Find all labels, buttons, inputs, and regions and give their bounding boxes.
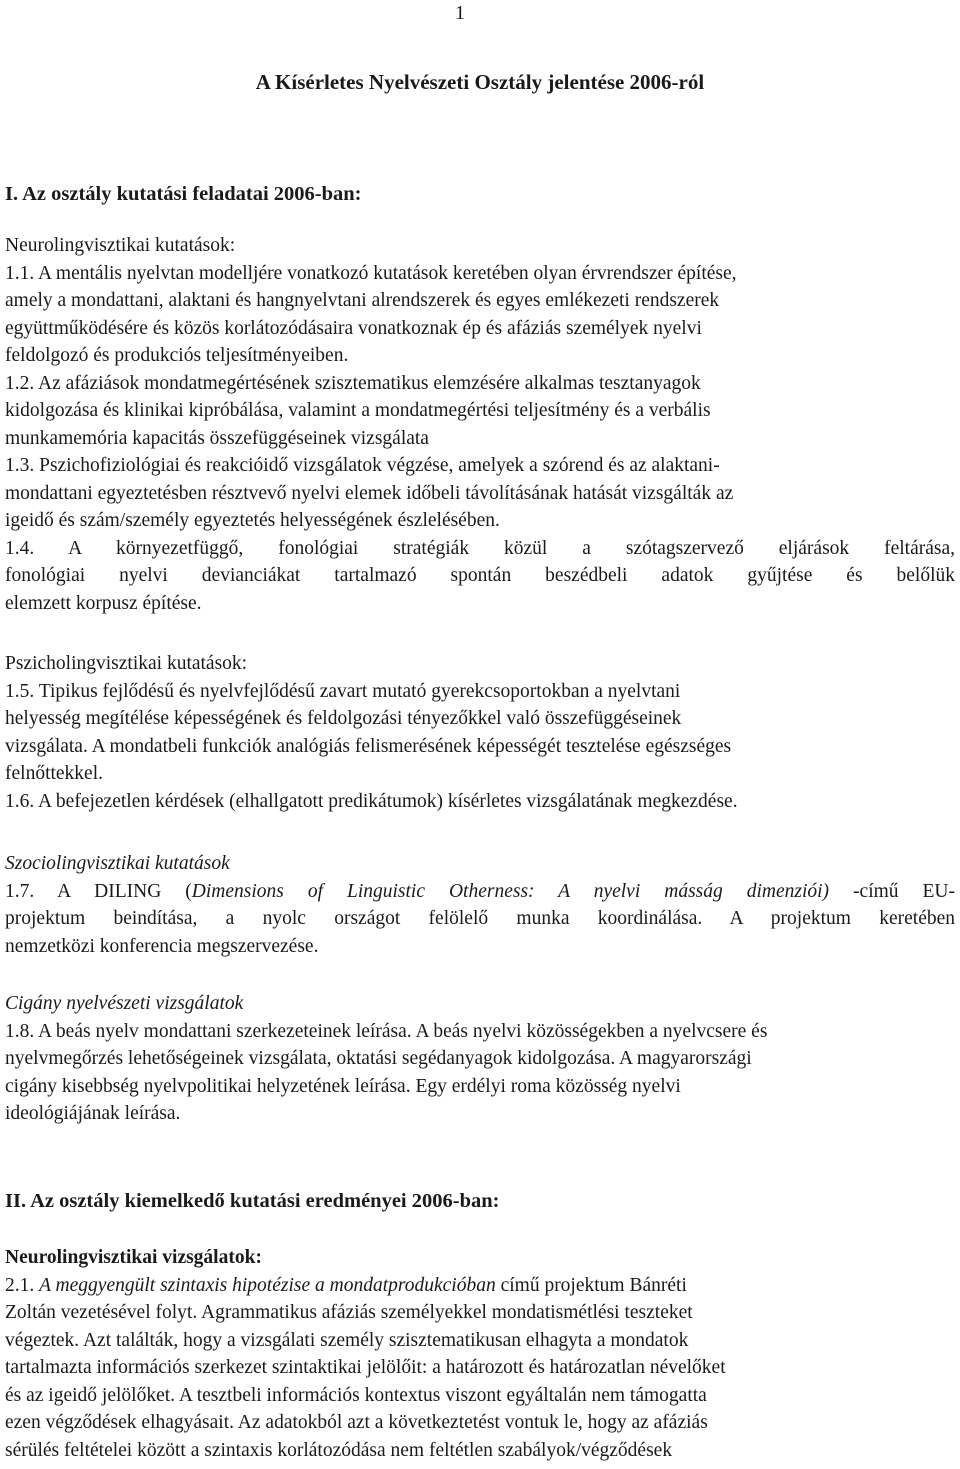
item-1-1 — [5, 260, 955, 370]
item-1-7-project-title: Dimensions of Linguistic Otherness: A nyelvi másság dimenziói) — [191, 880, 830, 902]
item-1-5-line: helyesség megítélése képességének és feldolgozási tényezőkkel való összefüggéseinek — [5, 708, 682, 729]
item-1-6: 1.6. A befejezetlen kérdések (elhallgatott predikátumok) kísérletes vizsgálatának megkezdése. — [5, 790, 738, 812]
item-2-1-line: tartalmazta információs szerkezet szintaktikai jelölőit: a határozott és határozatlan névelőket — [5, 1357, 726, 1378]
gypsy-research-heading: Cigány nyelvészeti vizsgálatok — [5, 993, 244, 1014]
psycho-research-block — [5, 650, 955, 815]
neuro-results-heading: Neurolingvisztikai vizsgálatok: — [5, 1247, 262, 1268]
item-1-5-line: felnőttekkel. — [5, 763, 104, 784]
item-1-8-line: cigány kisebbség nyelvpolitikai helyzetének leírása. Egy erdélyi roma közösség nyelvi — [5, 1075, 681, 1097]
item-1-7-line: projektum beindítása, a nyolc országot felölelő munka koordinálása. A projektum keretében — [5, 908, 955, 929]
item-1-4-line: elemzett korpusz építése. — [5, 592, 202, 614]
item-2-1-line: és az igeidő jelölőket. A tesztbeli információs kontextus viszont egyáltalán nem támogatta — [5, 1384, 707, 1406]
item-1-5-line: 1.5. Tipikus fejlődésű és nyelvfejlődésű zavart mutató gyerekcsoportokban a nyelvtani — [5, 680, 681, 702]
item-2-1-line: sérülés feltételei között a szintaxis korlátozódása nem feltétlen szabályok/végződések — [5, 1439, 673, 1461]
item-1-2-line: kidolgozása és klinikai kipróbálása, valamint a mondatmegértési teljesítmény és a verbális — [5, 400, 711, 421]
section-1 — [5, 180, 955, 208]
item-1-2 — [5, 370, 955, 453]
item-2-1-prefix: 2.1. — [5, 1274, 40, 1296]
item-2-1-line: Zoltán vezetésével folyt. Agrammatikus afáziás személyekkel mondatismétlési teszteket — [5, 1302, 693, 1323]
item-1-2-line: munkamemória kapacitás összefüggéseinek vizsgálata — [5, 427, 429, 449]
item-2-1-suffix: című projektum Bánréti — [495, 1274, 687, 1296]
item-1-3-line: mondattani egyeztetésben résztvevő nyelvi elemek időbeli távolításának hatását vizsgálták az — [5, 482, 734, 504]
item-1-1-line: együttműködésére és közös korlátozódásaira vonatkoznak ép és afáziás személyek nyelvi — [5, 317, 702, 339]
item-1-3 — [5, 452, 955, 535]
item-1-7-suffix: -című EU- — [829, 880, 955, 902]
neuro-results-block — [5, 1244, 955, 1464]
item-1-1-line: feldolgozó és produkciós teljesítményeiben. — [5, 345, 349, 366]
item-2-1-line: ezen végződések elhagyásait. Az adatokból azt a következtetést vontuk le, hogy az afáziás — [5, 1412, 708, 1433]
item-1-2-line: 1.2. Az afáziások mondatmegértésének szisztematikus elemzésére alkalmas tesztanyagok — [5, 372, 701, 394]
section-2-heading: II. Az osztály kiemelkedő kutatási eredményei 2006-ban: — [5, 1190, 500, 1212]
psycho-research-heading: Pszicholingvisztikai kutatások: — [5, 653, 248, 674]
item-1-7-first-line — [5, 878, 955, 906]
socio-research-heading: Szociolingvisztikai kutatások — [5, 853, 230, 874]
item-1-3-line: 1.3. Pszichofiziológiai és reakcióidő vizsgálatok végzése, amelyek a szórend és az alaktani- — [5, 455, 720, 476]
item-1-3-line: igeidő és szám/személy egyeztetés helyességének észlelésében. — [5, 510, 500, 531]
item-1-5-line: vizsgálata. A mondatbeli funkciók analógiás felismerésének képességét tesztelése egészséges — [5, 735, 732, 757]
item-1-8-line: nyelvmegőrzés lehetőségeinek vizsgálata, oktatási segédanyagok kidolgozása. A magyarországi — [5, 1048, 752, 1069]
item-1-4-line: 1.4. A környezetfüggő, fonológiai stratégiák közül a szótagszervező eljárások feltárása, — [5, 537, 955, 559]
item-1-7-line: nemzetközi konferencia megszervezése. — [5, 935, 319, 957]
document-title: A Kísérletes Nyelvészeti Osztály jelentése 2006-ról — [255, 70, 705, 94]
item-1-8-line: ideológiájának leírása. — [5, 1103, 181, 1124]
item-1-1-line: amely a mondattani, alaktani és hangnyelvtani alrendszerek és egyes emlékezeti rendszerek — [5, 290, 720, 311]
neuro-research-block — [5, 232, 955, 617]
item-1-1-line: 1.1. A mentális nyelvtan modelljére vonatkozó kutatások keretében olyan érvrendszer építése, — [5, 262, 737, 284]
section-2 — [5, 1187, 955, 1215]
item-1-4-line: fonológiai nyelvi devianciákat tartalmazó spontán beszédbeli adatok gyűjtése és belőlük — [5, 565, 955, 586]
neuro-research-heading: Neurolingvisztikai kutatások: — [5, 235, 236, 256]
item-2-1-line: végeztek. Azt találták, hogy a vizsgálati személy szisztematikusan elhagyta a mondatok — [5, 1329, 689, 1351]
socio-research-block — [5, 850, 955, 960]
item-1-5 — [5, 678, 955, 788]
section-1-heading: I. Az osztály kutatási feladatai 2006-ban: — [5, 183, 362, 205]
item-2-1-first-line — [5, 1272, 955, 1300]
gypsy-research-block — [5, 990, 955, 1128]
item-2-1 — [5, 1272, 955, 1465]
item-1-4 — [5, 535, 955, 618]
item-2-1-project-title: A meggyengült szintaxis hipotézise a mondatprodukcióban — [39, 1274, 496, 1296]
item-1-7 — [5, 878, 955, 961]
item-1-8 — [5, 1018, 955, 1128]
item-1-7-prefix: 1.7. A DILING ( — [5, 880, 192, 902]
item-1-8-line: 1.8. A beás nyelv mondattani szerkezeteinek leírása. A beás nyelvi közösségekben a nyelvcsere és — [5, 1020, 768, 1042]
page-number: 1 — [455, 2, 465, 24]
